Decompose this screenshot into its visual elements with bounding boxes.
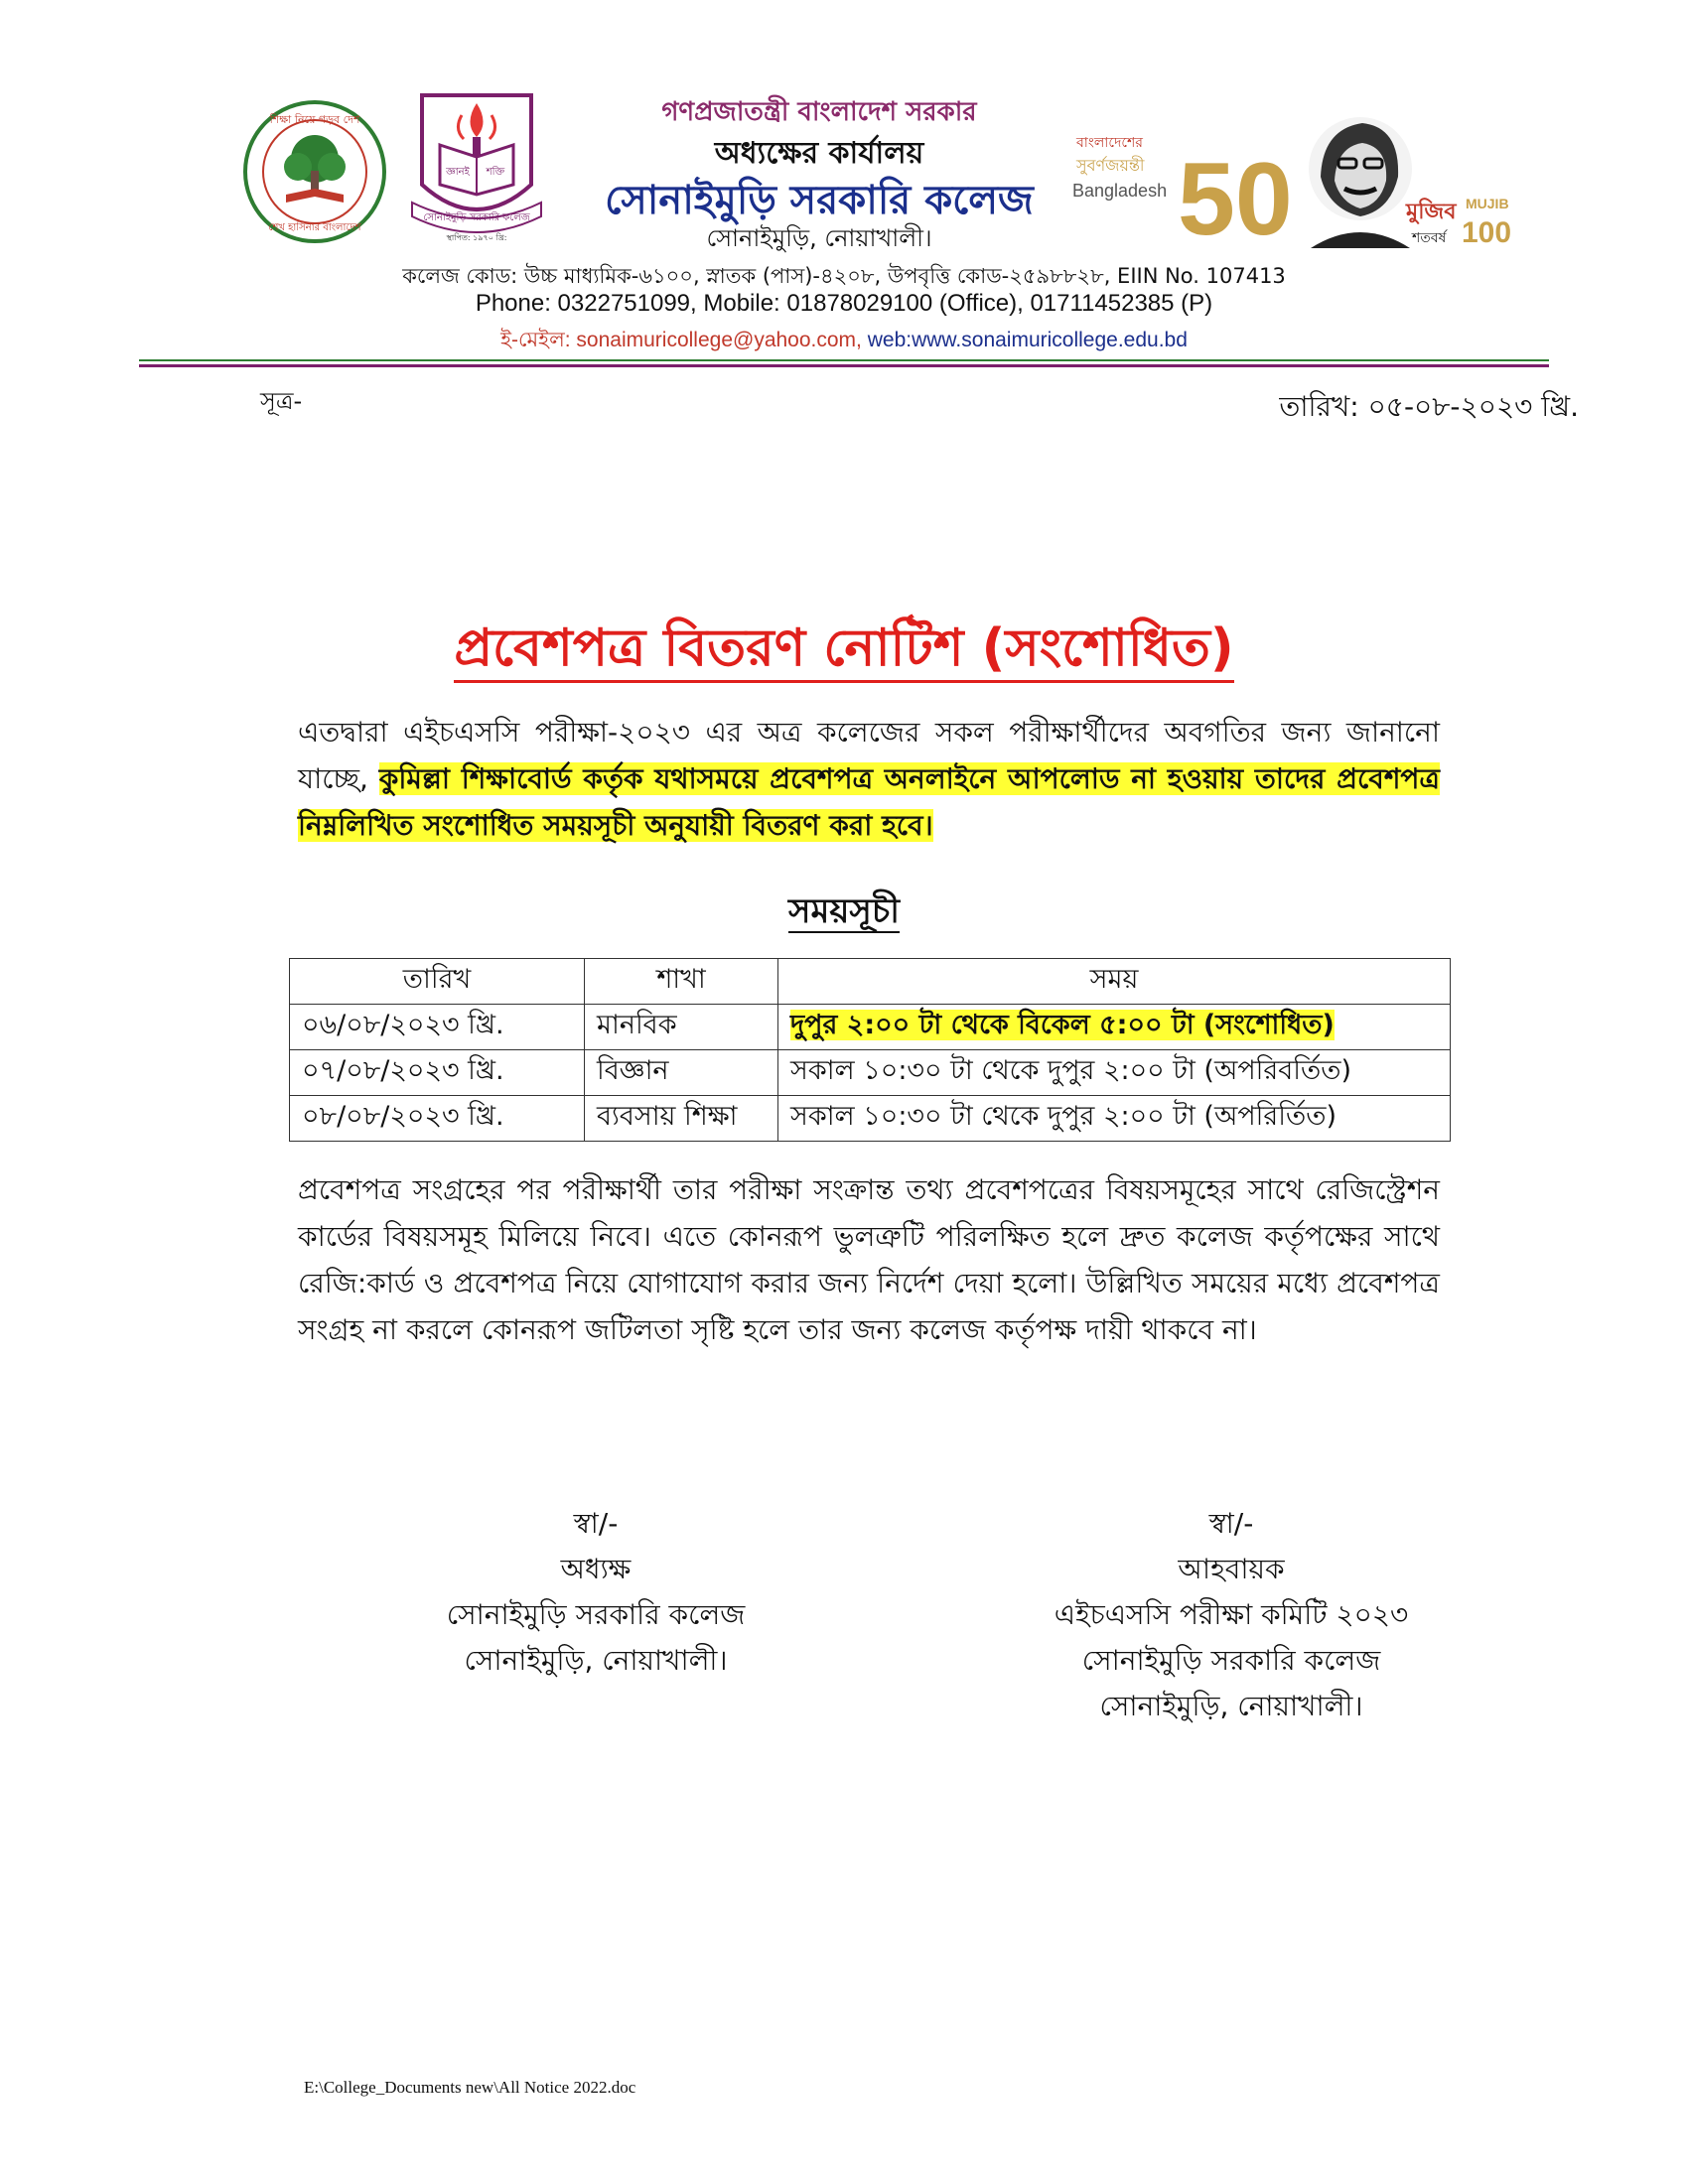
intro-paragraph	[298, 709, 1440, 849]
signature-mark: স্বা/-	[573, 1507, 619, 1540]
row-date: ০৮/০৮/২০২৩ খ্রি.	[290, 1096, 585, 1142]
svg-text:জ্ঞানই: জ্ঞানই	[446, 167, 470, 178]
college-location: সোনাইমুড়ি, নোয়াখালী।	[706, 224, 932, 252]
row-branch: বিজ্ঞান	[585, 1050, 778, 1096]
svg-text:50: 50	[1178, 142, 1293, 257]
svg-text:শতবর্ষ: শতবর্ষ	[1412, 230, 1447, 246]
office-name: অধ্যক্ষের কার্যালয়	[714, 136, 924, 171]
schedule-table	[289, 958, 1451, 1142]
svg-text:শিক্ষা নিয়ে গড়ব দেশ: শিক্ষা নিয়ে গড়ব দেশ	[269, 113, 360, 126]
campaign-logo	[236, 97, 393, 246]
svg-text:শেখ হাসিনার বাংলাদেশ: শেখ হাসিনার বাংলাদেশ	[268, 222, 361, 233]
intro-highlight: কুমিল্লা শিক্ষাবোর্ড কর্তৃক যথাসময়ে প্রবেশপত্র অনলাইনে আপলোড না হওয়ায় তাদের প্রবেশপত্র নিম্নলিখিত সংশোধিত সময়সূচী অনুযায়ী বিতরণ করা হবে।	[298, 762, 1440, 842]
row-time: সকাল ১০:৩০ টা থেকে দুপুর ২:০০ টা (অপরির্তিত)	[778, 1096, 1451, 1142]
svg-text:স্থাপিত: ১৯৭০ খ্রি:: স্থাপিত: ১৯৭০ খ্রি:	[446, 233, 507, 242]
schedule-title-wrapper	[0, 886, 1688, 942]
header-divider-green	[139, 359, 1549, 361]
header-time: সময়	[778, 959, 1451, 1005]
college-contact-email-web	[357, 324, 1331, 358]
notice-title: প্রবেশপত্র বিতরণ নোটিশ (সংশোধিত)	[454, 618, 1233, 683]
header-date: তারিখ	[290, 959, 585, 1005]
website-link[interactable]: web:www.sonaimuricollege.edu.bd	[867, 329, 1188, 351]
row-branch: ব্যবসায় শিক্ষা	[585, 1096, 778, 1142]
signatory-location: সোনাইমুড়ি, নোয়াখালী।	[464, 1644, 728, 1677]
table-row	[290, 1050, 1451, 1096]
signatory-org: সোনাইমুড়ি সরকারি কলেজ	[1081, 1644, 1381, 1677]
svg-text:সুবর্ণজয়ন্তী: সুবর্ণজয়ন্তী	[1076, 156, 1145, 175]
instructions-paragraph: প্রবেশপত্র সংগ্রহের পর পরীক্ষার্থী তার পরীক্ষা সংক্রান্ত তথ্য প্রবেশপত্রের বিষয়সমূহের সাথে রেজিস্ট্রেশন কার্ডের বিষয়সমূহ মিলিয়ে নিবে। এতে কোনরূপ ভুলত্রুটি পরিলক্ষিত হলে দ্রুত কলেজ কর্তৃপক্ষের সাথে রেজি:কার্ড ও প্রবেশপত্র নিয়ে যোগাযোগ করার জন্য নির্দেশ দেয়া হলো। উল্লিখিত সময়ের মধ্যে প্রবেশপত্র সংগ্রহ না করলে কোনরূপ জটিলতা সৃষ্টি হলে তার জন্য কলেজ কর্তৃপক্ষ দায়ী থাকবে না।	[298, 1173, 1440, 1346]
header-branch: শাখা	[585, 959, 778, 1005]
mujib-100-logo	[1291, 99, 1512, 249]
government-name: গণপ্রজাতন্ত্রী বাংলাদেশ সরকার	[661, 97, 977, 127]
college-name: সোনাইমুড়ি সরকারি কলেজ	[605, 178, 1034, 223]
signatory-location: সোনাইমুড়ি, নোয়াখালী।	[1099, 1690, 1363, 1722]
schedule-title: সময়সূচী	[788, 891, 900, 931]
svg-text:বাংলাদেশের: বাংলাদেশের	[1076, 135, 1143, 151]
svg-text:MUJIB: MUJIB	[1466, 196, 1509, 211]
signature-convener	[993, 1501, 1470, 1729]
signature-mark: স্বা/-	[1208, 1507, 1254, 1540]
header-divider-purple	[139, 364, 1549, 367]
row-time: সকাল ১০:৩০ টা থেকে দুপুর ২:০০ টা (অপরিবর্তিত)	[778, 1050, 1451, 1096]
signatory-committee: এইচএসসি পরীক্ষা কমিটি ২০২৩	[1054, 1598, 1409, 1631]
row-date: ০৭/০৮/২০২৩ খ্রি.	[290, 1050, 585, 1096]
signatory-title: আহবায়ক	[1178, 1553, 1285, 1585]
signature-principal	[407, 1501, 784, 1684]
file-path-footer: E:\College_Documents new\All Notice 2022.doc	[304, 2078, 636, 2097]
table-header-row	[290, 959, 1451, 1005]
signatory-title: অধ্যক্ষ	[560, 1553, 632, 1585]
email-link[interactable]: sonaimuricollege@yahoo.com,	[576, 329, 862, 351]
row-time-highlight: দুপুর ২:০০ টা থেকে বিকেল ৫:০০ টা (সংশোধিত)	[790, 1010, 1335, 1040]
svg-text:শক্তি: শক্তি	[486, 167, 505, 178]
notice-title-wrapper	[0, 608, 1688, 694]
table-row	[290, 1005, 1451, 1050]
college-logo	[402, 85, 551, 244]
college-codes: কলেজ কোড: উচ্চ মাধ্যমিক-৬১০০, স্নাতক (পাস)-৪২০৮, উপবৃত্তি কোড-২৫৯৮৮২৮, EIIN No. 107413	[402, 264, 1286, 288]
reference-label: সূত্র-	[260, 387, 303, 415]
college-phone: Phone: 0322751099, Mobile: 01878029100 (Office), 01711452385 (P)	[475, 290, 1213, 317]
intro-text: এতদ্বারা এইচএসসি পরীক্ষা-২০২৩ এর অত্র কলেজের সকল পরীক্ষার্থীদের অবগতির জন্য জানানো যাচ্ছে,	[298, 716, 1440, 795]
row-time	[778, 1005, 1451, 1050]
notice-date: তারিখ: ০৫-০৮-২০২৩ খ্রি.	[1279, 390, 1579, 423]
svg-text:মুজিব: মুজিব	[1406, 200, 1457, 224]
row-branch: মানবিক	[585, 1005, 778, 1050]
email-label: ই-মেইল:	[500, 329, 571, 351]
svg-text:সোনাইমুড়ি সরকারি কলেজ: সোনাইমুড়ি সরকারি কলেজ	[423, 212, 530, 223]
bangladesh-50-logo	[1070, 117, 1293, 257]
signatory-org: সোনাইমুড়ি সরকারি কলেজ	[446, 1598, 746, 1631]
svg-text:Bangladesh: Bangladesh	[1072, 181, 1168, 201]
table-row	[290, 1096, 1451, 1142]
svg-text:100: 100	[1462, 216, 1512, 249]
row-date: ০৬/০৮/২০২৩ খ্রি.	[290, 1005, 585, 1050]
